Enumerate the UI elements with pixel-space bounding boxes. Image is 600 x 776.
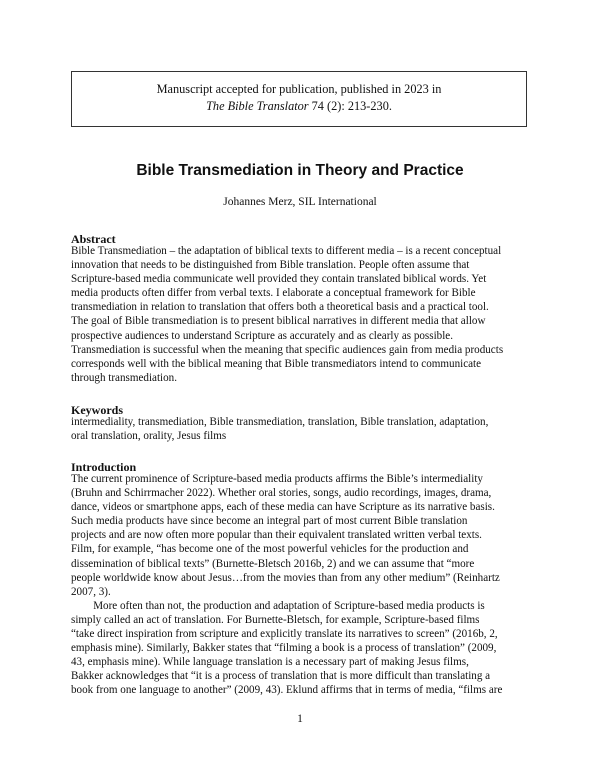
keywords-text-line: intermediality, transmediation, Bible transmediation, translation, Bible translation, adaptation, [71, 416, 489, 428]
abstract-text-line: Transmediation is successful when the meaning that specific audiences gain from media products [71, 343, 504, 356]
journal-volume-pages: 74 (2): 213-230. [308, 99, 392, 113]
author-line: Johannes Merz, SIL International [223, 196, 377, 208]
keywords-text-line: oral translation, orality, Jesus films [71, 430, 227, 443]
introduction-text-line: people worldwide know about Jesus…from the movies than from any other medium” (Reinhartz [71, 571, 500, 584]
abstract-heading: Abstract [71, 232, 116, 246]
introduction-text-line: The current prominence of Scripture-based media products affirms the Bible’s intermediality [71, 473, 483, 485]
introduction-text-line: (Bruhn and Schirrmacher 2022). Whether oral stories, songs, audio recordings, images, drama, [71, 487, 492, 500]
introduction-heading: Introduction [71, 460, 137, 474]
page-number: 1 [297, 713, 303, 725]
introduction-text-line: More often than not, the production and adaptation of Scripture-based media products is [71, 599, 485, 612]
introduction-text-line: book from one language to another” (2009, 43). Eklund affirms that in terms of media, “films are [71, 684, 503, 697]
introduction-text-line: “take direct inspiration from scripture and explicitly translate its narratives to screen” (2016b, 2, [71, 628, 498, 641]
paper-title: Bible Transmediation in Theory and Practice [136, 162, 464, 179]
abstract-text-line: Bible Transmediation – the adaptation of biblical texts to different media – is a recent conceptual [71, 245, 502, 257]
introduction-text-line: Such media products have since become an integral part of most current Bible translation [71, 515, 468, 528]
introduction-text-line: 2007, 3). [71, 585, 111, 598]
introduction-text-line: emphasis mine). Similarly, Bakker states that “filming a book is a process of translation” (2009, [71, 642, 497, 655]
introduction-text-line: Film, for example, “has become one of the most powerful vehicles for the production and [71, 543, 469, 556]
keywords-body [71, 415, 541, 443]
abstract-text-line: through transmediation. [71, 371, 177, 384]
abstract-text-line: prospective audiences to understand Scripture as accurately and as clearly as possible. [71, 329, 453, 342]
abstract-text-line: innovation that needs to be distinguished from Bible translation. People often assume that [71, 259, 470, 272]
introduction-body [71, 472, 541, 698]
introduction-text-line: 43, emphasis mine). While language translation is a necessary part of making Jesus films, [71, 656, 469, 669]
introduction-text-line: projects and are now often more popular than their equivalent translated written verbal texts. [71, 529, 482, 542]
keywords-heading: Keywords [71, 403, 123, 417]
publication-citation [72, 98, 526, 115]
abstract-text-line: transmediation in relation to translation that offers both a theoretical basis and a practical tool. [71, 301, 489, 314]
publication-notice-box [71, 71, 527, 127]
introduction-text-line: dance, videos or smartphone apps, each of these media can have Scripture as its narrative basis. [71, 501, 495, 514]
abstract-text-line: Scripture-based media communicate well provided they contain translated biblical words. Yet [71, 273, 487, 286]
abstract-body [71, 244, 541, 385]
abstract-text-line: corresponds well with the biblical meaning that Bible transmediators intend to communicate [71, 357, 482, 370]
journal-name: The Bible Translator [206, 99, 309, 113]
publication-notice-line: Manuscript accepted for publication, published in 2023 in [156, 82, 442, 96]
abstract-text-line: media products often differ from verbal texts. I elaborate a conceptual framework for Bible [71, 287, 476, 300]
introduction-text-line: dissemination of biblical texts” (Burnette-Bletsch 2016b, 2) and we can assume that “more [71, 557, 475, 570]
introduction-text-line: Bakker acknowledges that “it is a process of translation that is more difficult than translating a [71, 670, 491, 683]
introduction-text-line: simply called an act of translation. For Burnette-Bletsch, for example, Scripture-based films [71, 613, 480, 626]
abstract-text-line: The goal of Bible transmediation is to present biblical narratives in different media that allow [71, 315, 486, 328]
